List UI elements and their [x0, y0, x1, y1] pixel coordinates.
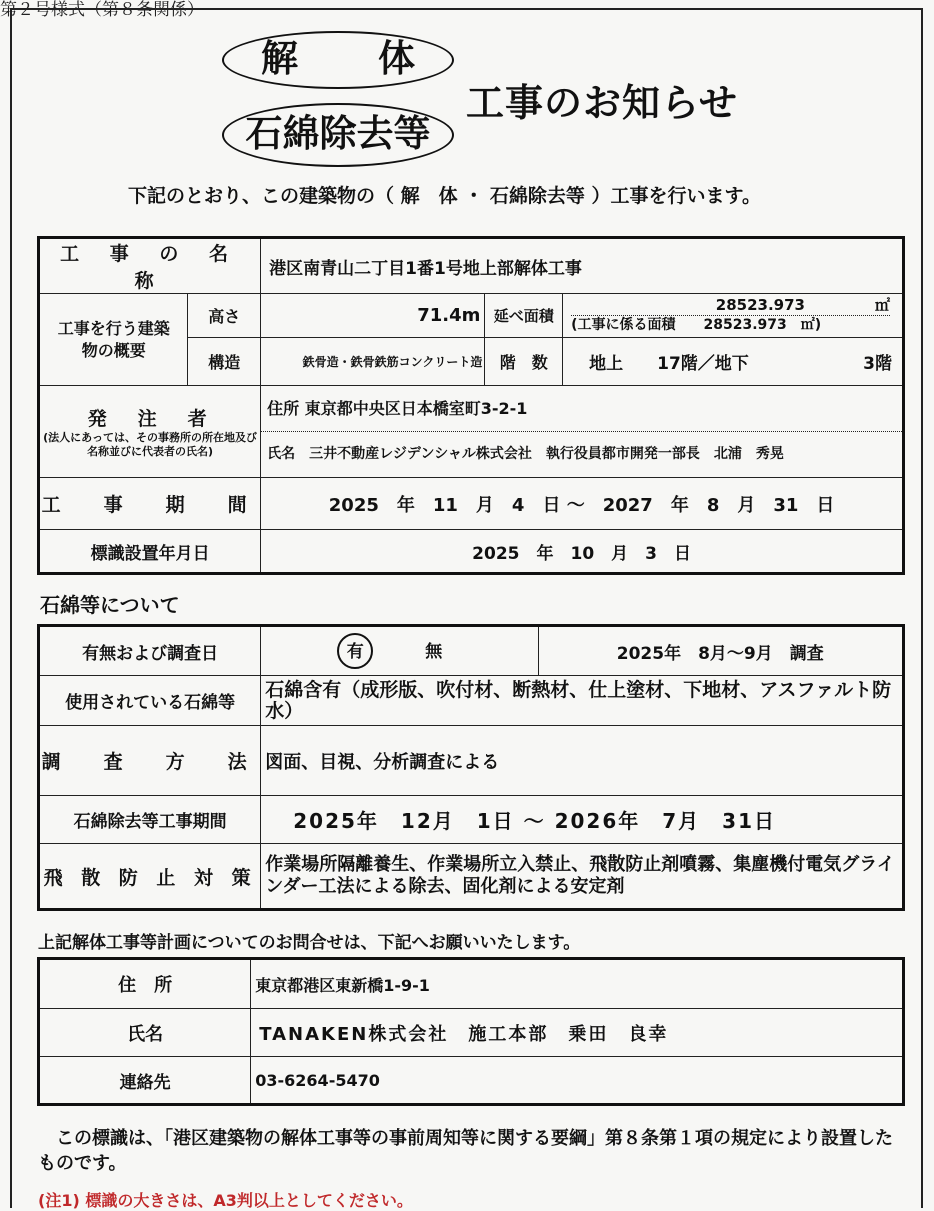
sign-date-label: 標識設置年月日: [39, 530, 261, 574]
form-number-label: 第２号様式（第８条関係）: [0, 0, 204, 20]
period-label: 工 事 期 間: [39, 478, 261, 530]
floor-area-unit: ㎡: [874, 296, 890, 314]
floor-area-value: 28523.973: [715, 296, 805, 314]
survey-date: 2025年 8月～9月 調査: [538, 626, 903, 676]
work-area-value: 28523.973: [703, 317, 787, 333]
inquiry-address-label: 住 所: [39, 959, 251, 1009]
client-label-cell: [39, 386, 261, 478]
floor-area-cell: [563, 294, 904, 338]
size-note: (注1) 標識の大きさは、A3判以上としてください。: [38, 1191, 413, 1210]
floors-below-value: 3階: [863, 354, 892, 374]
presence-yes-circled: 有: [337, 633, 373, 669]
footer-text: この標識は、「港区建築物の解体工事等の事前周知等に関する要綱」第８条第１項の規定により設置したものです。: [38, 1128, 893, 1174]
survey-method-value: 図面、目視、分析調査による: [261, 726, 904, 796]
client-info-cell: [261, 386, 904, 478]
floors-above-value: 17階／地下: [657, 354, 749, 374]
height-label: 高さ: [188, 294, 261, 338]
project-name-label: 工 事 の 名 称: [39, 238, 261, 294]
client-address: 住所 東京都中央区日本橋室町3-2-1: [261, 387, 902, 432]
asbestos-heading: 石綿等について: [40, 593, 180, 617]
asbestos-removal-pill: 石綿除去等: [222, 103, 454, 167]
presence-cell: [261, 626, 538, 676]
used-asbestos-value: 石綿含有（成形版、吹付材、断熱材、仕上塗材、下地材、アスファルト防水）: [261, 676, 904, 726]
used-asbestos-label: 使用されている石綿等: [39, 676, 261, 726]
work-area-text: (工事に係る面積: [571, 317, 676, 333]
removal-period-value: 2025年 12月 1日 ～ 2026年 7月 31日: [261, 796, 904, 844]
work-area-unit: ㎡): [800, 317, 822, 333]
structure-label: 構造: [188, 338, 261, 386]
client-label: 発 注 者: [87, 408, 213, 430]
inquiry-name-value: TANAKEN株式会社 施工本部 乗田 良幸: [251, 1009, 904, 1057]
floors-label: 階 数: [485, 338, 563, 386]
floors-cell: [563, 338, 904, 386]
asbestos-table: [37, 624, 905, 911]
removal-period-label: 石綿除去等工事期間: [39, 796, 261, 844]
inquiry-heading: 上記解体工事等計画についてのお問合せは、下記へお願いいたします。: [38, 933, 581, 953]
inquiry-contact-value: 03-6264-5470: [251, 1057, 904, 1105]
floors-above-label: 地上: [589, 354, 624, 374]
building-outline-label: 工事を行う建築物の概要: [39, 294, 188, 386]
demolition-char-1: 解: [261, 37, 298, 80]
notice-subtitle: 下記のとおり、この建築物の（ 解 体 ・ 石綿除去等 ）工事を行います。: [128, 185, 761, 207]
demolition-char-2: 体: [378, 37, 415, 80]
survey-method-label: 調 査 方 法: [39, 726, 261, 796]
inquiry-contact-label: 連絡先: [39, 1057, 251, 1105]
presence-label: 有無および調査日: [39, 626, 261, 676]
construction-info-table: [37, 236, 905, 575]
height-value: 71.4m: [261, 294, 485, 338]
demolition-pill: [222, 31, 454, 89]
client-note: (法人にあっては、その事務所の所在地及び名称並びに代表者の氏名): [43, 431, 258, 458]
presence-no: 無: [425, 642, 443, 662]
structure-value: 鉄骨造・鉄骨鉄筋コンクリート造: [261, 338, 485, 386]
sign-date-value: 2025 年 10 月 3 日: [261, 530, 904, 574]
project-name-value: 港区南青山二丁目1番1号地上部解体工事: [261, 238, 904, 294]
inquiry-address-value: 東京都港区東新橋1-9-1: [251, 959, 904, 1009]
page-title: 工事のお知らせ: [466, 81, 738, 125]
inquiry-name-label: 氏名: [39, 1009, 251, 1057]
period-value: 2025 年 11 月 4 日 ～ 2027 年 8 月 31 日: [261, 478, 904, 530]
floor-area-label: 延べ面積: [485, 294, 563, 338]
inquiry-table: [37, 957, 905, 1106]
prevention-value: 作業場所隔離養生、作業場所立入禁止、飛散防止剤噴霧、集塵機付電気グラインダー工法による除去、固化剤による安定剤: [261, 844, 904, 910]
prevention-label: 飛 散 防 止 対 策: [39, 844, 261, 910]
client-name: 氏名 三井不動産レジデンシャル株式会社 執行役員都市開発一部長 北浦 秀晃: [267, 446, 784, 462]
